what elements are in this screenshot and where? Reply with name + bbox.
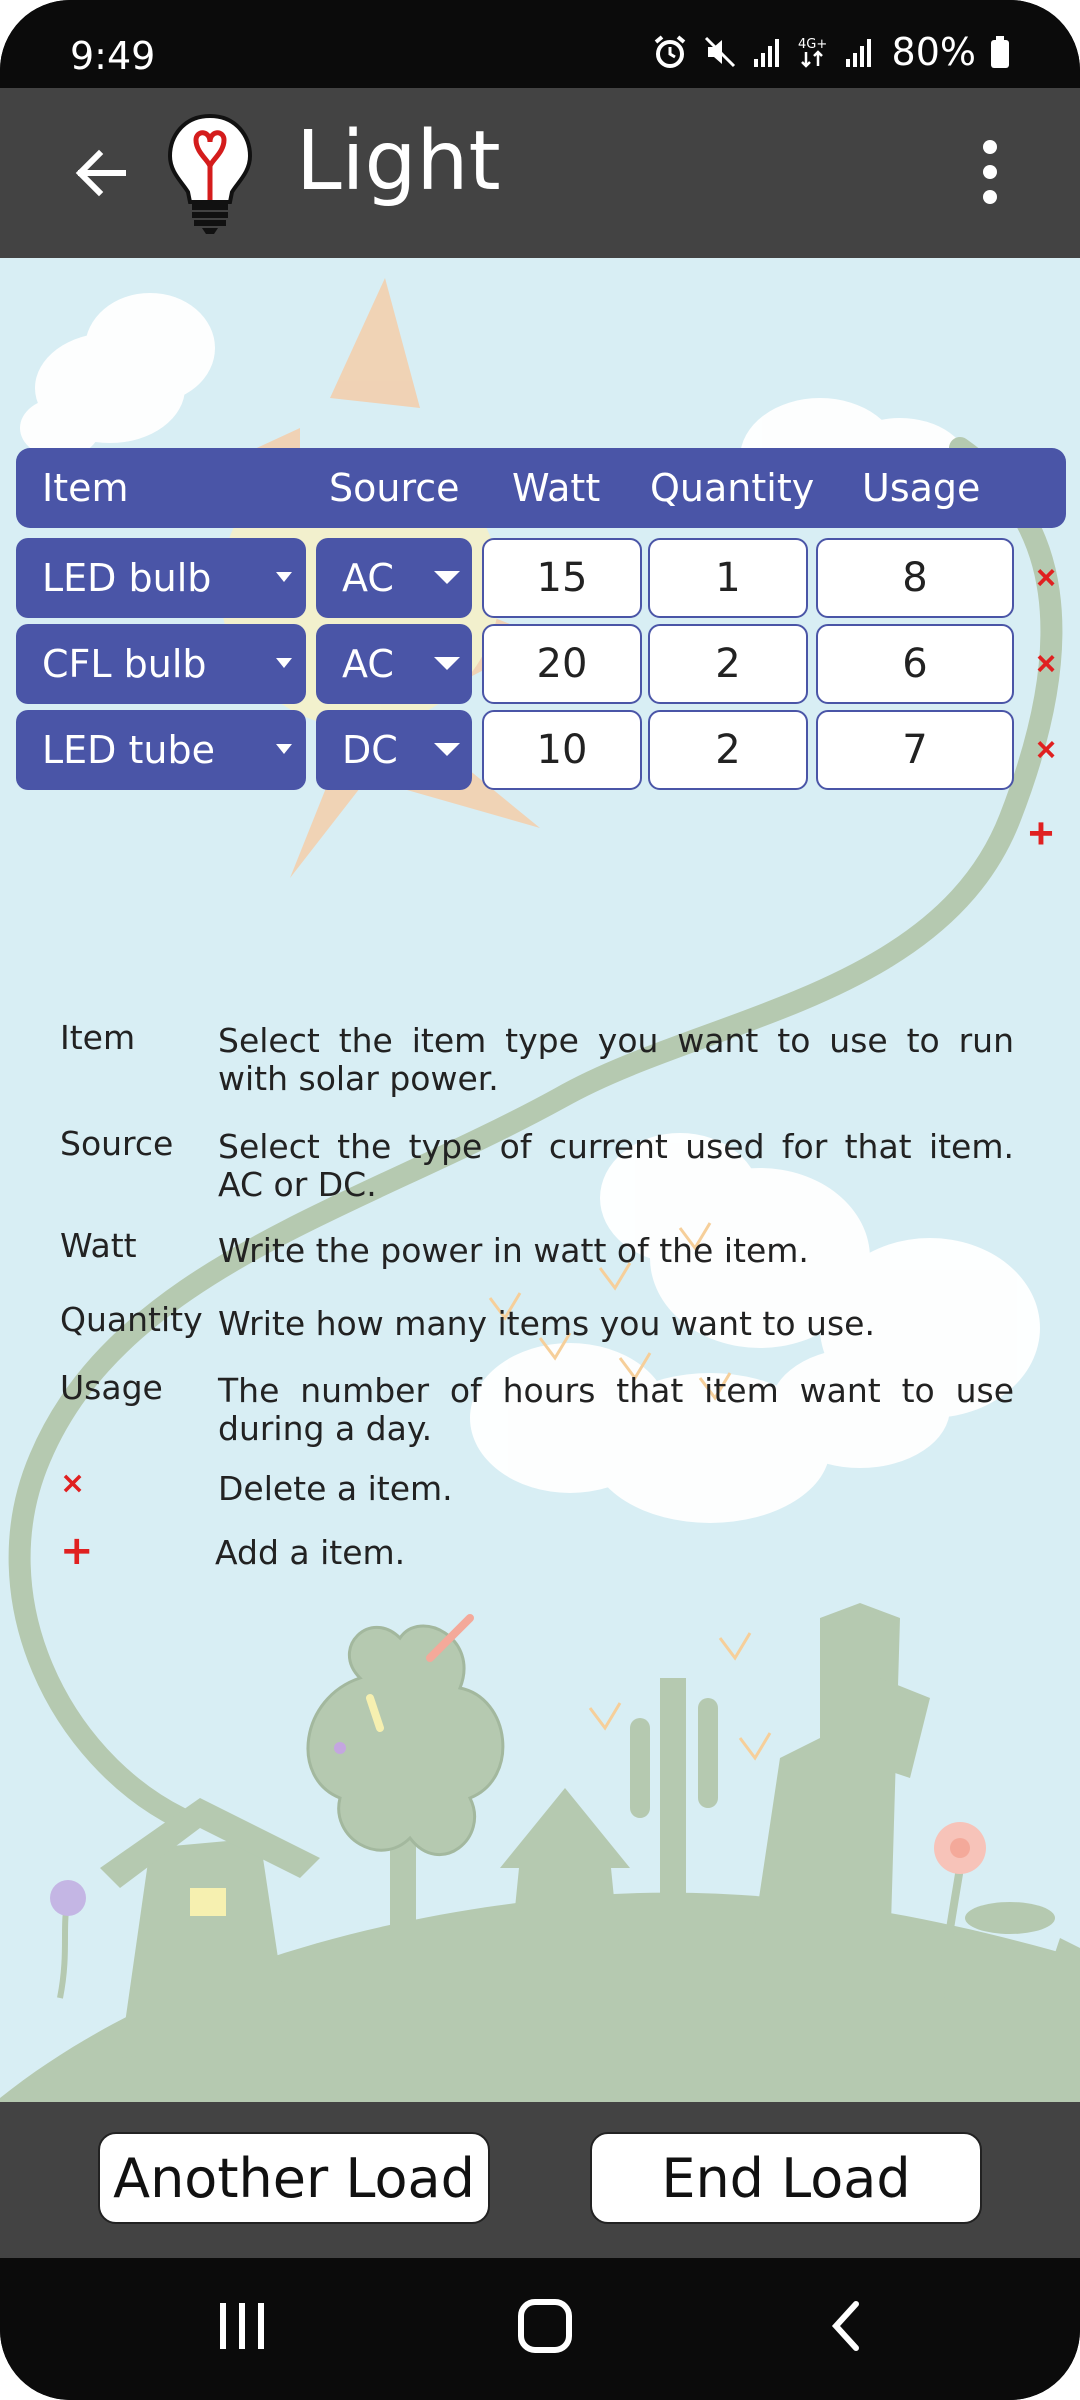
- system-back-button[interactable]: [806, 2294, 886, 2358]
- source-value: DC: [342, 728, 398, 772]
- system-nav-bar: [0, 2258, 1080, 2400]
- source-value: AC: [342, 556, 394, 600]
- table-row: [16, 538, 1066, 618]
- house-illustration: [100, 1798, 320, 2058]
- more-options-button[interactable]: [960, 132, 1020, 212]
- chevron-down-icon: [276, 658, 292, 668]
- more-vert-icon: [983, 165, 997, 179]
- watt-input[interactable]: 10: [482, 710, 642, 790]
- page-title: Light: [296, 114, 501, 209]
- footer-bar: [0, 2102, 1080, 2258]
- delete-row-button[interactable]: ×: [1036, 730, 1056, 769]
- source-dropdown[interactable]: [316, 710, 472, 790]
- table-row: [16, 624, 1066, 704]
- alarm-icon: [652, 34, 688, 70]
- home-button[interactable]: [505, 2294, 585, 2358]
- legend-desc: The number of hours that item want to use during a day.: [218, 1371, 1014, 1448]
- tree-illustration: [308, 1618, 503, 1958]
- add-symbol-icon: +: [60, 1528, 94, 1574]
- legend-term: Item: [60, 1018, 136, 1057]
- source-value: AC: [342, 642, 394, 686]
- legend-desc: Select the type of current used for that item. AC or DC.: [218, 1127, 1014, 1204]
- legend-term: Quantity: [60, 1300, 203, 1339]
- svg-text:4G+: 4G+: [797, 37, 827, 52]
- signal-icon: [844, 35, 874, 69]
- mute-icon: [702, 34, 738, 70]
- back-chevron-icon: [826, 2298, 866, 2354]
- status-bar: [0, 0, 1080, 88]
- legend-term: Usage: [60, 1368, 163, 1407]
- source-dropdown[interactable]: [316, 538, 472, 618]
- home-icon: [515, 2296, 575, 2356]
- signal-icon: [752, 35, 782, 69]
- app-bar: [0, 88, 1080, 258]
- delete-row-button[interactable]: ×: [1036, 558, 1056, 597]
- more-vert-icon: [983, 140, 997, 154]
- item-value: CFL bulb: [42, 642, 207, 686]
- chevron-down-icon: [276, 572, 292, 582]
- status-time: 9:49: [70, 34, 156, 78]
- more-vert-icon: [983, 190, 997, 204]
- header-watt: Watt: [512, 466, 601, 510]
- legend-desc: Write the power in watt of the item.: [218, 1231, 809, 1270]
- arrow-back-icon: [71, 143, 131, 203]
- item-dropdown[interactable]: [16, 710, 306, 790]
- legend-desc: Write how many items you want to use.: [218, 1304, 875, 1343]
- watt-input[interactable]: 15: [482, 538, 642, 618]
- end-load-button[interactable]: End Load: [590, 2132, 982, 2224]
- legend-term: Source: [60, 1124, 174, 1163]
- lightbulb-heart-icon: [160, 110, 260, 235]
- item-dropdown[interactable]: [16, 538, 306, 618]
- chevron-down-icon: [276, 744, 292, 754]
- recents-button[interactable]: [202, 2294, 282, 2358]
- quantity-input[interactable]: 2: [648, 624, 808, 704]
- header-source: Source: [329, 466, 460, 510]
- quantity-input[interactable]: 1: [648, 538, 808, 618]
- table-row: [16, 710, 1066, 790]
- recents-icon: [214, 2301, 270, 2351]
- status-icons: [652, 30, 1010, 74]
- back-button[interactable]: [56, 128, 146, 218]
- legend-term: Watt: [60, 1226, 137, 1265]
- usage-input[interactable]: 6: [816, 624, 1014, 704]
- header-usage: Usage: [862, 466, 981, 510]
- watt-input[interactable]: 20: [482, 624, 642, 704]
- legend-desc: Select the item type you want to use to run with solar power.: [218, 1021, 1014, 1098]
- content-area: [0, 258, 1080, 2102]
- add-row-button[interactable]: +: [1028, 809, 1054, 858]
- header-quantity: Quantity: [650, 466, 815, 510]
- table-header: [16, 448, 1066, 528]
- item-dropdown[interactable]: [16, 624, 306, 704]
- chevron-down-icon: [434, 743, 460, 756]
- usage-input[interactable]: 8: [816, 538, 1014, 618]
- header-item: Item: [42, 466, 129, 510]
- quantity-input[interactable]: 2: [648, 710, 808, 790]
- delete-row-button[interactable]: ×: [1036, 644, 1056, 683]
- 4g-icon: [796, 34, 830, 70]
- source-dropdown[interactable]: [316, 624, 472, 704]
- legend-desc: Add a item.: [215, 1533, 406, 1572]
- usage-input[interactable]: 7: [816, 710, 1014, 790]
- chevron-down-icon: [434, 571, 460, 584]
- chevron-down-icon: [434, 657, 460, 670]
- item-value: LED bulb: [42, 556, 212, 600]
- battery-icon: [990, 34, 1010, 70]
- item-value: LED tube: [42, 728, 216, 772]
- legend-desc: Delete a item.: [218, 1469, 453, 1508]
- another-load-button[interactable]: Another Load: [98, 2132, 490, 2224]
- delete-symbol-icon: ×: [60, 1466, 86, 1501]
- battery-percent: 80%: [891, 30, 976, 74]
